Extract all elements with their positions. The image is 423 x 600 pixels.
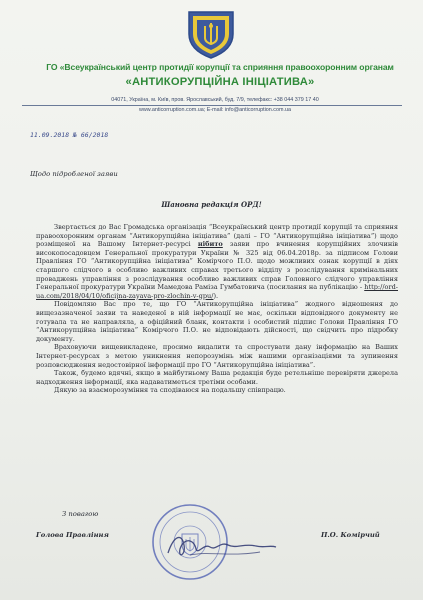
organization-name-line1: ГО «Всеукраїнський центр протидії корупції та сприяння правоохоронним органам — [46, 62, 394, 72]
signer-name: П.О. Комірчий — [321, 531, 380, 539]
paragraph-2: Повідомляю Вас про те, що ГО “Антикорупційна ініціатива” жодного відношення до вищезазначеної заяви та наведеної в ній інформації не має, оскільки відповідного документу не готувала та не направляла, а офіційний бланк, контакти і особистий підпис Голови Правління ГО “Антикорупційна ініціатива” Комірчого П.О. не відповідають дійсності, що свідчить про підробку документу. — [36, 300, 398, 343]
highlighted-word: нібито — [197, 240, 223, 249]
closing-phrase: З повагою — [62, 510, 99, 518]
publication-link[interactable]: http://ord-ua.com/2018/04/10/oficijna-zayava-pro-zlochin-v-gpu/ — [36, 283, 398, 300]
paragraph-3: Враховуючи вищевикладене, просимо видалити та спростувати дану інформацію на Ваших Інтернет-ресурсах з метою уникнення непорозумінь між нашими організаціями та зупинення розповсюдження недостовірної інформації про ГО “Антикорупційна ініціатива”. — [36, 343, 398, 369]
header-divider — [22, 105, 402, 106]
salutation: Шановна редакція ОРД! — [161, 200, 262, 209]
organization-name-line2: «АНТИКОРУПЦІЙНА ІНІЦІАТИВА» — [125, 76, 315, 88]
address-line: 04071, Україна, м. Київ, пров. Ярославський, буд. 7/9, телефакс: +38 044 379 17 40 — [111, 97, 319, 103]
paragraph-4: Також, будемо вдячні, якщо в майбутньому Ваша редакція буде ретельніше перевіряти джерела надходження інформації, яка надаватиметься третіми особами. — [36, 369, 398, 386]
web-email-line: www.anticorruption.com.ua; E-mail: info@anticorruption.com.ua — [139, 107, 291, 113]
organization-emblem-icon — [183, 4, 239, 60]
letter-body — [36, 223, 398, 395]
paragraph-5: Дякую за взаєморозуміння та сподіваюся на подальшу співпрацю. — [54, 386, 286, 395]
handwritten-signature-icon — [160, 525, 280, 565]
outgoing-number: 11.09.2018 № 66/2018 — [30, 131, 109, 139]
letter-subject: Щодо підробленої заяви — [30, 170, 118, 178]
signer-title: Голова Правління — [36, 531, 109, 539]
paragraph-1: Звертається до Вас Громадська організація “Всеукраїнський центр протидії корупції та сприяння правоохоронним органам “Антикорупційна ініціатива” (далі – ГО “Антикорупційна ініціатива”) щодо розміщеної на Вашому Інтернет-ресурсі нібито заяви про вчинення корупційних злочинів високопосадовцем Генеральної прокуратури України № 325 від 06.04.2018р. за підписом Голови Правління ГО “Антикорупційна ініціатива” Комірчого П.О. щодо можливих ознак корупції в діях старшого слідчого в особливо важливих справах третього відділу з розслідування кримінальних проваджень управління з розслідування особливо важливих справ Головного слідчого управління Генеральної прокуратури України Мамедова Раміза Гумбатовича (посилання на публікацію - http://ord-ua.com/2018/04/10/oficijna-zayava-pro-zlochin-v-gpu/). — [36, 223, 398, 300]
